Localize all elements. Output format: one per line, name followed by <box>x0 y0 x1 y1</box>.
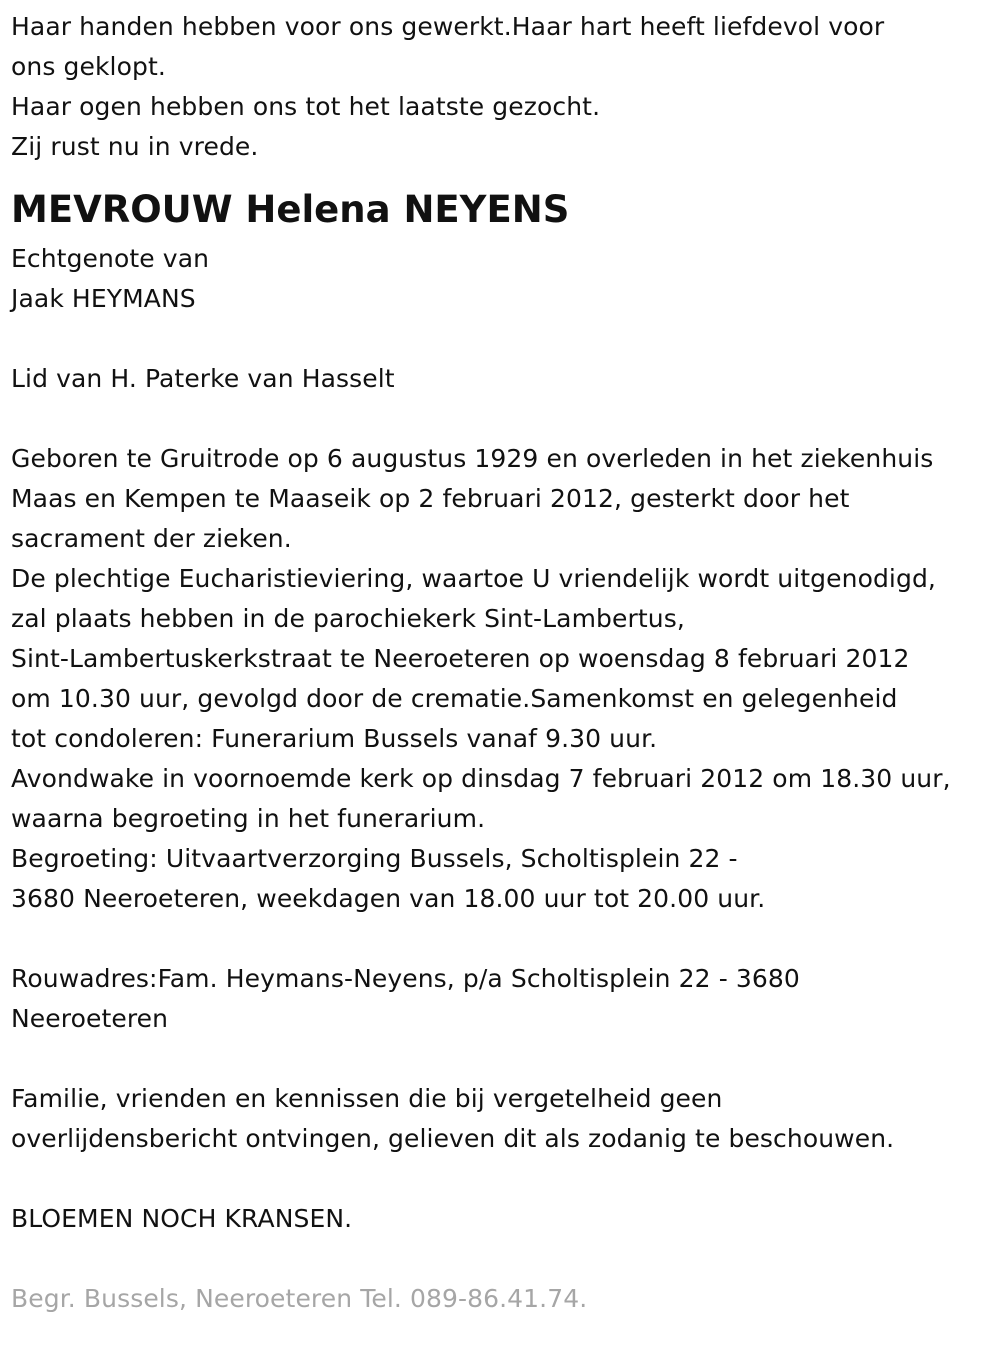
notice-line: Familie, vrienden en kennissen die bij vergetelheid geen <box>11 1084 723 1113</box>
body-line: waarna begroeting in het funerarium. <box>11 804 486 833</box>
obituary-document <box>11 7 996 1319</box>
funeral-home-footer: Begr. Bussels, Neeroeteren Tel. 089-86.41.74. <box>11 1284 588 1313</box>
body-line: tot condoleren: Funerarium Bussels vanaf 9.30 uur. <box>11 724 658 753</box>
body-line: zal plaats hebben in de parochiekerk Sint-Lambertus, <box>11 604 685 633</box>
spacer <box>11 1159 996 1199</box>
notice-block <box>11 1079 996 1159</box>
deceased-name-title: MEVROUW Helena NEYENS <box>11 188 570 231</box>
spacer <box>11 1239 996 1279</box>
announcement-body <box>11 439 996 919</box>
poem-line: Zij rust nu in vrede. <box>11 132 259 161</box>
notice-line: overlijdensbericht ontvingen, gelieven dit als zodanig te beschouwen. <box>11 1124 895 1153</box>
body-line: Geboren te Gruitrode op 6 augustus 1929 en overleden in het ziekenhuis <box>11 444 934 473</box>
body-line: sacrament der zieken. <box>11 524 292 553</box>
spacer <box>11 919 996 959</box>
spouse-line: Echtgenote van <box>11 244 210 273</box>
poem-line: ons geklopt. <box>11 52 166 81</box>
body-line: Sint-Lambertuskerkstraat te Neeroeteren op woensdag 8 februari 2012 <box>11 644 910 673</box>
spouse-block <box>11 239 996 319</box>
membership-line: Lid van H. Paterke van Hasselt <box>11 364 395 393</box>
poem-line: Haar handen hebben voor ons gewerkt.Haar hart heeft liefdevol voor <box>11 12 885 41</box>
poem <box>11 7 996 167</box>
spacer <box>11 319 996 359</box>
body-line: Maas en Kempen te Maaseik op 2 februari 2012, gesterkt door het <box>11 484 850 513</box>
spacer <box>11 1039 996 1079</box>
body-line: om 10.30 uur, gevolgd door de crematie.Samenkomst en gelegenheid <box>11 684 898 713</box>
body-line: 3680 Neeroeteren, weekdagen van 18.00 uur tot 20.00 uur. <box>11 884 766 913</box>
spacer <box>11 399 996 439</box>
body-line: Avondwake in voornoemde kerk op dinsdag 7 februari 2012 om 18.30 uur, <box>11 764 951 793</box>
flowers-notice: BLOEMEN NOCH KRANSEN. <box>11 1204 353 1233</box>
address-line: Neeroeteren <box>11 1004 169 1033</box>
mourning-address <box>11 959 996 1039</box>
spouse-name: Jaak HEYMANS <box>11 284 196 313</box>
body-line: De plechtige Eucharistieviering, waartoe U vriendelijk wordt uitgenodigd, <box>11 564 936 593</box>
body-line: Begroeting: Uitvaartverzorging Bussels, Scholtisplein 22 - <box>11 844 738 873</box>
poem-line: Haar ogen hebben ons tot het laatste gezocht. <box>11 92 601 121</box>
address-line: Rouwadres:Fam. Heymans-Neyens, p/a Scholtisplein 22 - 3680 <box>11 964 800 993</box>
